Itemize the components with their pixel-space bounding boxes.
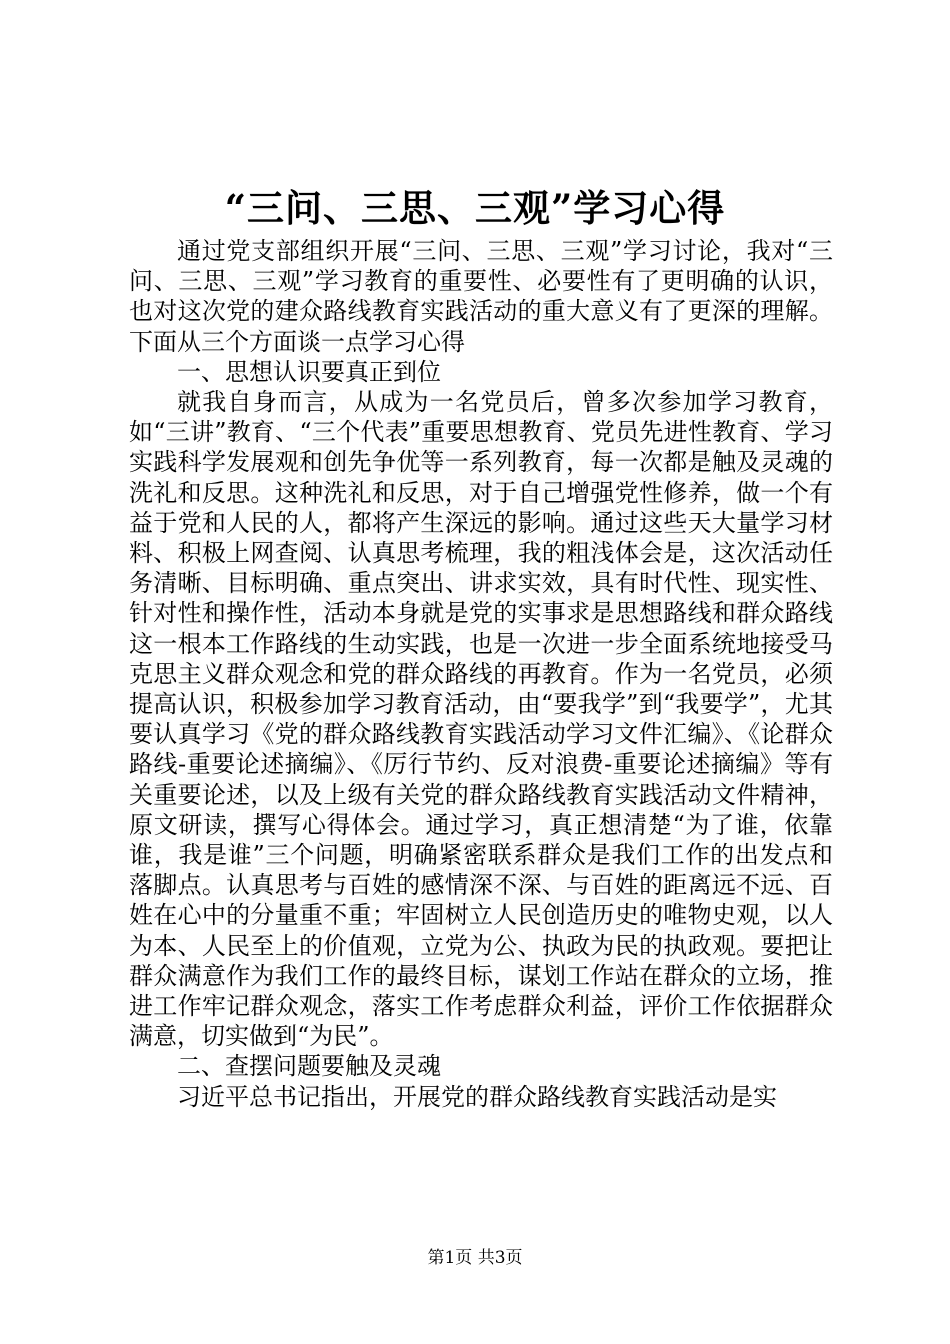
document-title: “三问、三思、三观”学习心得	[224, 186, 726, 230]
section-heading-2: 二、查摆问题要触及灵魂	[177, 1052, 441, 1081]
section-heading-1: 一、思想认识要真正到位	[177, 357, 441, 386]
section-2-paragraph: 习近平总书记指出，开展党的群众路线教育实践活动是实	[177, 1082, 777, 1111]
section-1-paragraph: 就我自身而言，从成为一名党员后，曾多次参加学习教育，如“三讲”教育、“三个代表”重要思想教育、党员先进性教育、学习实践科学发展观和创先争优等一系列教育，每一次都是触及灵魂的洗礼和反思。这种洗礼和反思，对于自己增强党性修养，做一个有益于党和人民的人，都将产生深远的影响。通过这些天大量学习材料、积极上网查阅、认真思考梳理，我的粗浅体会是，这次活动任务清晰、目标明确、重点突出、讲求实效，具有时代性、现实性、针对性和操作性，活动本身就是党的实事求是思想路线和群众路线这一根本工作路线的生动实践，也是一次进一步全面系统地接受马克思主义群众观念和党的群众路线的再教育。作为一名党员，必须提高认识，积极参加学习教育活动，由“要我学”到“我要学”，尤其要认真学习《党的群众路线教育实践活动学习文件汇编》、《论群众路线-重要论述摘编》、《厉行节约、反对浪费-重要论述摘编》等有关重要论述，以及上级有关党的群众路线教育实践活动文件精神，原文研读，撰写心得体会。通过学习，真正想清楚“为了谁，依靠谁，我是谁”三个问题，明确紧密联系群众是我们工作的出发点和落脚点。认真思考与百姓的感情深不深、与百姓的距离远不远、百姓在心中的分量重不重；牢固树立人民创造历史的唯物史观，以人为本、人民至上的价值观，立党为公、执政为民的执政观。要把让群众满意作为我们工作的最终目标，谋划工作站在群众的立场，推进工作牢记群众观念，落实工作考虑群众利益，评价工作依据群众满意，切实做到“为民”。	[129, 388, 833, 1051]
page-number-footer: 第1页 共3页	[427, 1248, 523, 1268]
intro-paragraph: 通过党支部组织开展“三问、三思、三观”学习讨论，我对“三问、三思、三观”学习教育的重要性、必要性有了更明确的认识，也对这次党的建众路线教育实践活动的重大意义有了更深的理解。下面从三个方面谈一点学习心得	[129, 237, 833, 356]
document-body	[129, 236, 833, 1112]
